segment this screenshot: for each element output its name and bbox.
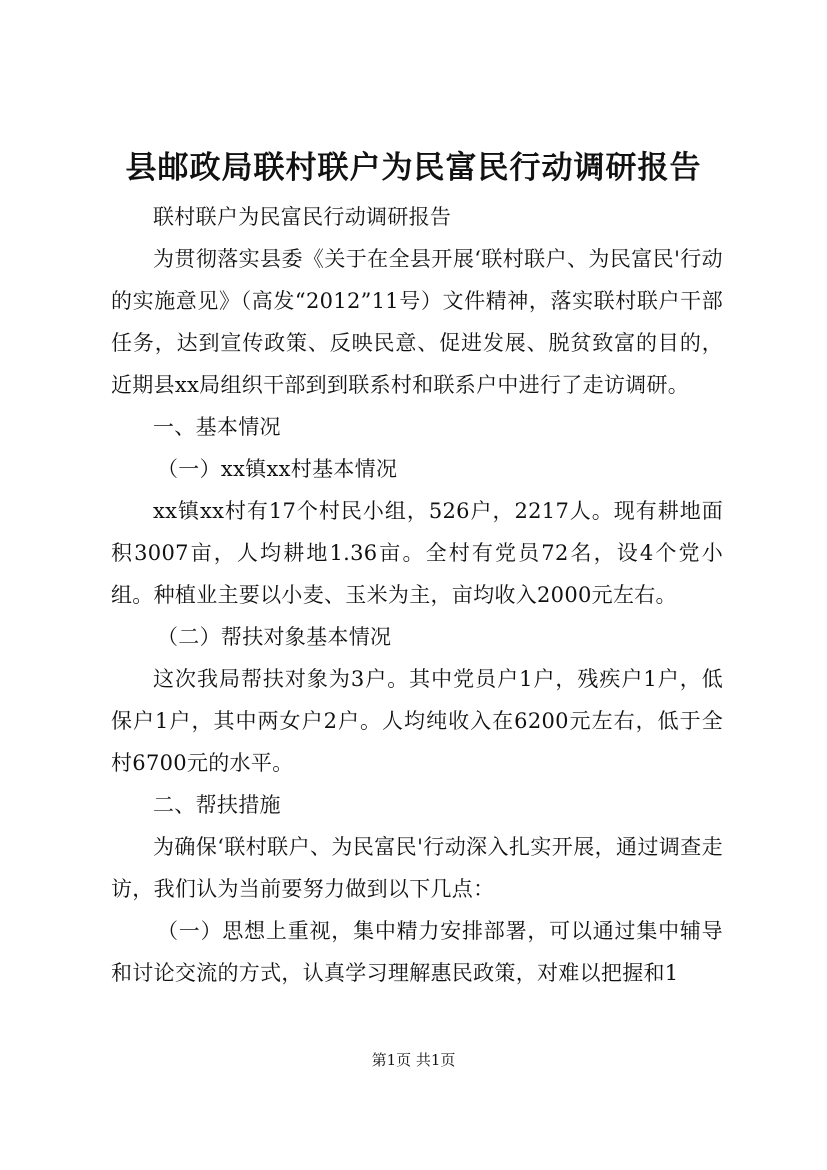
intro-paragraph: 为贯彻落实县委《关于在全县开展‘联村联户、为民富民'行动的实施意见》（高发“2012”11号）文件精神，落实联村联户干部任务，达到宣传政策、反映民意、促进发展、脱贫致富的目的，近期县xx局组织干部到到联系村和联系户中进行了走访调研。 [111,247,723,397]
page-footer: 第1页 共1页 [371,1051,456,1069]
measures-paragraph: 为确保‘联村联户、为民富民'行动深入扎实开展，通过调查走访，我们认为当前要努力做到以下几点： [111,835,723,901]
measure-one-paragraph: （一）思想上重视，集中精力安排部署，可以通过集中辅导和讨论交流的方式，认真学习理解惠民政策，对难以把握和1 [111,919,723,985]
subtitle-paragraph: 联村联户为民富民行动调研报告 [153,205,452,229]
section-heading-measures: 二、帮扶措施 [153,793,281,817]
document-body [111,196,723,994]
subsection-heading-targets: （二）帮扶对象基本情况 [157,625,392,649]
section-heading-basic: 一、基本情况 [153,415,281,439]
document-title: 县邮政局联村联户为民富民行动调研报告 [125,150,702,186]
village-paragraph: xx镇xx村有17个村民小组，526户，2217人。现有耕地面积3007亩，人均耕地1.36亩。全村有党员72名，设4个党小组。种植业主要以小麦、玉米为主，亩均收入2000元左右。 [111,499,723,607]
subsection-heading-village: （一）xx镇xx村基本情况 [157,457,398,481]
targets-paragraph: 这次我局帮扶对象为3户。其中党员户1户，残疾户1户，低保户1户，其中两女户2户。人均纯收入在6200元左右，低于全村6700元的水平。 [111,667,723,775]
